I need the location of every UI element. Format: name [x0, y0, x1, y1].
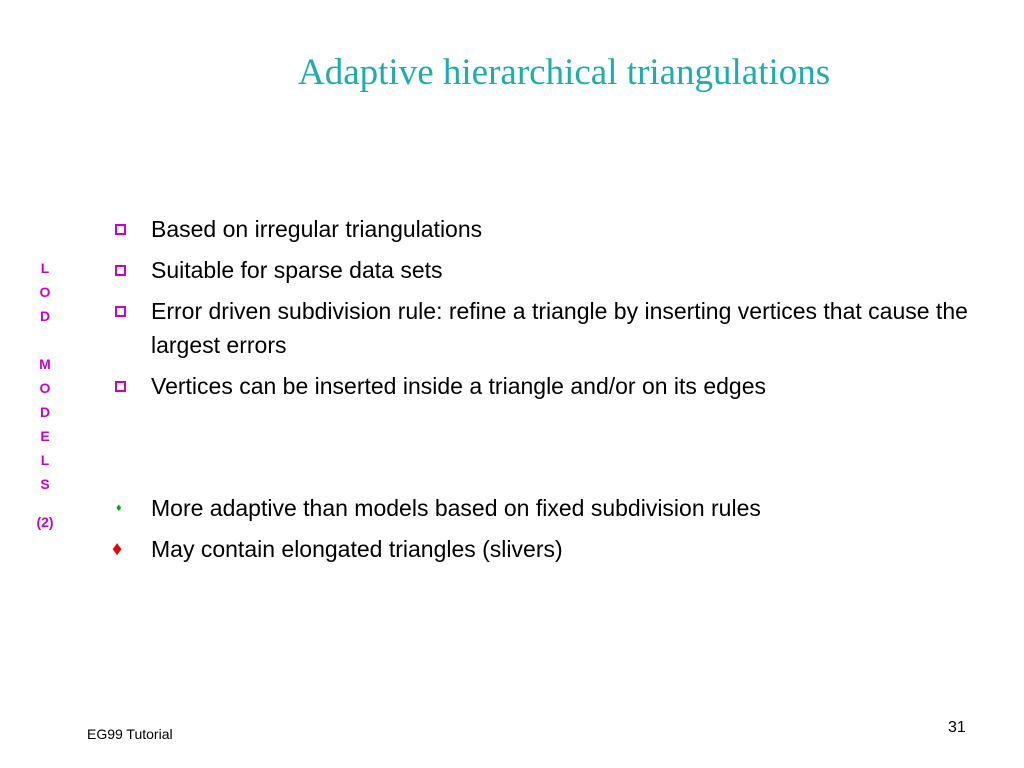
- side-letter: O: [39, 284, 51, 300]
- hollow-square-icon: [112, 212, 132, 246]
- small-diamond-icon: ♦: [116, 502, 122, 514]
- side-letter: D: [39, 308, 51, 324]
- bullet-text: Suitable for sparse data sets: [151, 257, 443, 283]
- side-letter: L: [40, 452, 50, 468]
- pro-item: [112, 491, 992, 525]
- page-number: 31: [948, 719, 966, 736]
- hollow-square-icon: [112, 369, 132, 403]
- pro-text: More adaptive than models based on fixed subdivision rules: [151, 495, 761, 521]
- side-part-number: (2): [36, 514, 54, 530]
- side-letter: L: [40, 260, 50, 276]
- con-text: May contain elongated triangles (slivers): [151, 536, 563, 562]
- pros-cons-list: [112, 491, 992, 566]
- bullet-text: Error driven subdivision rule: refine a triangle by inserting vertices that cause the largest errors: [151, 298, 968, 358]
- con-item: [112, 532, 992, 566]
- side-letter: D: [39, 404, 51, 420]
- slide-title: Adaptive hierarchical triangulations: [298, 52, 831, 93]
- bullet-item: [112, 369, 992, 403]
- side-letter: M: [39, 356, 51, 372]
- diamond-icon: ♦: [112, 538, 123, 560]
- side-gap: [30, 328, 60, 352]
- side-letter: O: [39, 380, 51, 396]
- bullet-list: [112, 212, 992, 403]
- hollow-square-icon: [112, 253, 132, 287]
- bullet-item: [112, 294, 992, 362]
- footer-label: EG99 Tutorial: [87, 726, 173, 742]
- side-letter: E: [40, 428, 50, 444]
- side-section-label: [30, 256, 60, 534]
- bullet-text: Based on irregular triangulations: [151, 216, 483, 242]
- bullet-text: Vertices can be inserted inside a triangle and/or on its edges: [151, 373, 766, 399]
- hollow-square-icon: [112, 294, 132, 328]
- bullet-item: [112, 212, 992, 246]
- side-letter: S: [40, 476, 50, 492]
- bullet-item: [112, 253, 992, 287]
